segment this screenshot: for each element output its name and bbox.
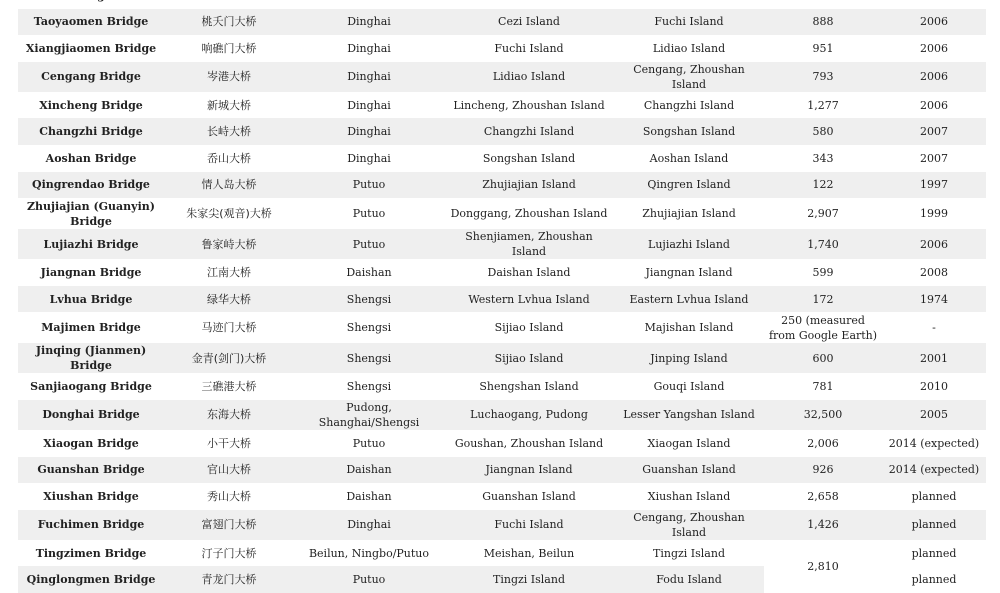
chinese-name-cell: 金青(剑门)大桥: [164, 343, 294, 373]
year-cell: 2001: [882, 343, 986, 373]
table-row: [18, 286, 986, 313]
bridge-name-cell: Xiangjiaomen Bridge: [18, 35, 164, 62]
table-row: [18, 145, 986, 172]
table-row: [18, 373, 986, 400]
to-cell: Qingren Island: [614, 172, 764, 199]
year-cell: 2005: [882, 400, 986, 430]
from-cell: Donggang, Zhoushan Island: [444, 198, 614, 229]
length-cell: 172: [764, 286, 882, 313]
chinese-name-cell: 长峙大桥: [164, 118, 294, 145]
length-cell: 2,658: [764, 483, 882, 510]
to-cell: Fodu Island: [614, 566, 764, 593]
table-row: [18, 198, 986, 229]
table-row: [18, 510, 986, 540]
table-row: [18, 483, 986, 510]
from-cell: Daishan Island: [444, 259, 614, 286]
year-cell: 2006: [882, 9, 986, 36]
bridge-table: [18, 0, 986, 593]
chinese-name-cell: 江南大桥: [164, 259, 294, 286]
year-cell: 2006: [882, 229, 986, 259]
length-cell: 1,740: [764, 229, 882, 259]
chinese-name-cell: 新城大桥: [164, 92, 294, 119]
table-row: [18, 259, 986, 286]
chinese-name-cell: 岑港大桥: [164, 62, 294, 92]
bridge-table-body: [18, 0, 986, 593]
bridge-name-cell: Guanshan Bridge: [18, 457, 164, 484]
district-cell: Daishan: [294, 457, 444, 484]
to-cell: Eastern Lvhua Island: [614, 286, 764, 313]
district-cell: Shengsi: [294, 343, 444, 373]
from-cell: Sijiao Island: [444, 312, 614, 343]
to-cell: Xiaogan Island: [614, 430, 764, 457]
chinese-name-cell: 官山大桥: [164, 457, 294, 484]
length-cell: 793: [764, 62, 882, 92]
from-cell: Cezi Island: [444, 9, 614, 36]
from-cell: Zhujiajian Island: [444, 172, 614, 199]
district-cell: Putuo: [294, 172, 444, 199]
to-cell: Guanshan Island: [614, 457, 764, 484]
to-cell: Lidiao Island: [614, 35, 764, 62]
district-cell: Dinghai: [294, 62, 444, 92]
table-row: [18, 312, 986, 343]
chinese-name-cell: 情人岛大桥: [164, 172, 294, 199]
to-cell: Zhujiajian Island: [614, 198, 764, 229]
table-row: [18, 457, 986, 484]
bridge-name-cell: Fuchimen Bridge: [18, 510, 164, 540]
length-cell: 2,907: [764, 198, 882, 229]
year-cell: 2010: [882, 373, 986, 400]
from-cell: [444, 0, 614, 9]
bridge-name-cell: Xiaogan Bridge: [18, 430, 164, 457]
year-cell: 2007: [882, 145, 986, 172]
to-cell: Tingzi Island: [614, 540, 764, 567]
from-cell: Western Lvhua Island: [444, 286, 614, 313]
table-row: [18, 62, 986, 92]
length-cell: 1,277: [764, 92, 882, 119]
table-row: [18, 0, 986, 9]
to-cell: Jinping Island: [614, 343, 764, 373]
district-cell: Shengsi: [294, 312, 444, 343]
district-cell: Dinghai: [294, 35, 444, 62]
chinese-name-cell: 马迹门大桥: [164, 312, 294, 343]
bridge-name-cell: Tingzimen Bridge: [18, 540, 164, 567]
district-cell: Beilun, Ningbo/Putuo: [294, 540, 444, 567]
length-cell: 600: [764, 343, 882, 373]
table-row: [18, 9, 986, 36]
chinese-name-cell: 三礁港大桥: [164, 373, 294, 400]
table-row: [18, 400, 986, 430]
to-cell: Majishan Island: [614, 312, 764, 343]
table-row: [18, 343, 986, 373]
chinese-name-cell: 朱家尖(观音)大桥: [164, 198, 294, 229]
to-cell: Lujiazhi Island: [614, 229, 764, 259]
from-cell: Changzhi Island: [444, 118, 614, 145]
bridge-name-cell: Xiushan Bridge: [18, 483, 164, 510]
chinese-name-cell: [164, 0, 294, 9]
year-cell: 2006: [882, 35, 986, 62]
bridge-name-cell: Majimen Bridge: [18, 312, 164, 343]
to-cell: Xiushan Island: [614, 483, 764, 510]
district-cell: Dinghai: [294, 92, 444, 119]
to-cell: Cengang, Zhoushan Island: [614, 510, 764, 540]
length-cell: 1,426: [764, 510, 882, 540]
district-cell: Putuo: [294, 229, 444, 259]
chinese-name-cell: 岙山大桥: [164, 145, 294, 172]
length-cell: 2,006: [764, 430, 882, 457]
table-row: [18, 92, 986, 119]
year-cell: 1974: [882, 286, 986, 313]
chinese-name-cell: 东海大桥: [164, 400, 294, 430]
year-cell: 2006: [882, 62, 986, 92]
district-cell: Dinghai: [294, 9, 444, 36]
district-cell: Dinghai: [294, 118, 444, 145]
table-row: [18, 430, 986, 457]
table-row: [18, 229, 986, 259]
district-cell: Putuo: [294, 430, 444, 457]
from-cell: Jiangnan Island: [444, 457, 614, 484]
table-row: [18, 172, 986, 199]
from-cell: Shengshan Island: [444, 373, 614, 400]
from-cell: Luchaogang, Pudong: [444, 400, 614, 430]
to-cell: Lesser Yangshan Island: [614, 400, 764, 430]
bridge-name-cell: Donghai Bridge: [18, 400, 164, 430]
chinese-name-cell: 青龙门大桥: [164, 566, 294, 593]
chinese-name-cell: 富翅门大桥: [164, 510, 294, 540]
from-cell: Shenjiamen, Zhoushan Island: [444, 229, 614, 259]
chinese-name-cell: 汀子门大桥: [164, 540, 294, 567]
bridge-name-cell: Cengang Bridge: [18, 62, 164, 92]
bridge-name-cell: Qinglongmen Bridge: [18, 566, 164, 593]
district-cell: Putuo: [294, 198, 444, 229]
length-cell: 250 (measured from Google Earth): [764, 312, 882, 343]
length-cell: 122: [764, 172, 882, 199]
to-cell: Fuchi Island: [614, 9, 764, 36]
chinese-name-cell: 秀山大桥: [164, 483, 294, 510]
district-cell: Shengsi: [294, 286, 444, 313]
district-cell: [294, 0, 444, 9]
chinese-name-cell: 响礁门大桥: [164, 35, 294, 62]
to-cell: Changzhi Island: [614, 92, 764, 119]
table-row: [18, 118, 986, 145]
length-cell: [764, 0, 882, 9]
chinese-name-cell: 鲁家峙大桥: [164, 229, 294, 259]
year-cell: 2008: [882, 259, 986, 286]
district-cell: Daishan: [294, 259, 444, 286]
table-row: [18, 35, 986, 62]
district-cell: Dinghai: [294, 510, 444, 540]
district-cell: Dinghai: [294, 145, 444, 172]
from-cell: Tingzi Island: [444, 566, 614, 593]
table-row: [18, 540, 986, 567]
chinese-name-cell: 桃夭门大桥: [164, 9, 294, 36]
to-cell: Songshan Island: [614, 118, 764, 145]
bridge-name-cell: Jiangnan Bridge: [18, 259, 164, 286]
bridge-name-cell: Xincheng Bridge: [18, 92, 164, 119]
chinese-name-cell: 小干大桥: [164, 430, 294, 457]
district-cell: Shengsi: [294, 373, 444, 400]
from-cell: Lincheng, Zhoushan Island: [444, 92, 614, 119]
length-cell: 343: [764, 145, 882, 172]
year-cell: 2006: [882, 92, 986, 119]
bridge-name-cell: [18, 0, 164, 9]
year-cell: planned: [882, 540, 986, 567]
length-cell: 599: [764, 259, 882, 286]
year-cell: planned: [882, 510, 986, 540]
chinese-name-cell: 绿华大桥: [164, 286, 294, 313]
to-cell: Gouqi Island: [614, 373, 764, 400]
year-cell: 1997: [882, 172, 986, 199]
to-cell: Cengang, Zhoushan Island: [614, 62, 764, 92]
from-cell: Fuchi Island: [444, 35, 614, 62]
bridge-name-cell: Jinqing (Jianmen) Bridge: [18, 343, 164, 373]
length-cell: 32,500: [764, 400, 882, 430]
bridge-name-cell: Lvhua Bridge: [18, 286, 164, 313]
year-cell: -: [882, 312, 986, 343]
bridge-name-cell: Sanjiaogang Bridge: [18, 373, 164, 400]
bridge-name-cell: Zhujiajian (Guanyin) Bridge: [18, 198, 164, 229]
to-cell: Jiangnan Island: [614, 259, 764, 286]
from-cell: Meishan, Beilun: [444, 540, 614, 567]
year-cell: 2014 (expected): [882, 430, 986, 457]
from-cell: Goushan, Zhoushan Island: [444, 430, 614, 457]
from-cell: Sijiao Island: [444, 343, 614, 373]
from-cell: Songshan Island: [444, 145, 614, 172]
length-cell: 926: [764, 457, 882, 484]
length-cell: 2,810: [764, 540, 882, 593]
from-cell: Guanshan Island: [444, 483, 614, 510]
year-cell: planned: [882, 483, 986, 510]
length-cell: 580: [764, 118, 882, 145]
length-cell: 781: [764, 373, 882, 400]
to-cell: [614, 0, 764, 9]
year-cell: planned: [882, 566, 986, 593]
bridge-name-cell: Taoyaomen Bridge: [18, 9, 164, 36]
district-cell: Daishan: [294, 483, 444, 510]
year-cell: 2007: [882, 118, 986, 145]
year-cell: 1999: [882, 198, 986, 229]
bridge-name-cell: Lujiazhi Bridge: [18, 229, 164, 259]
to-cell: Aoshan Island: [614, 145, 764, 172]
from-cell: Fuchi Island: [444, 510, 614, 540]
from-cell: Lidiao Island: [444, 62, 614, 92]
bridge-name-cell: Changzhi Bridge: [18, 118, 164, 145]
year-cell: 2014 (expected): [882, 457, 986, 484]
length-cell: 888: [764, 9, 882, 36]
year-cell: [882, 0, 986, 9]
length-cell: 951: [764, 35, 882, 62]
bridge-name-cell: Aoshan Bridge: [18, 145, 164, 172]
district-cell: Pudong, Shanghai/Shengsi: [294, 400, 444, 430]
district-cell: Putuo: [294, 566, 444, 593]
bridge-name-cell: Qingrendao Bridge: [18, 172, 164, 199]
